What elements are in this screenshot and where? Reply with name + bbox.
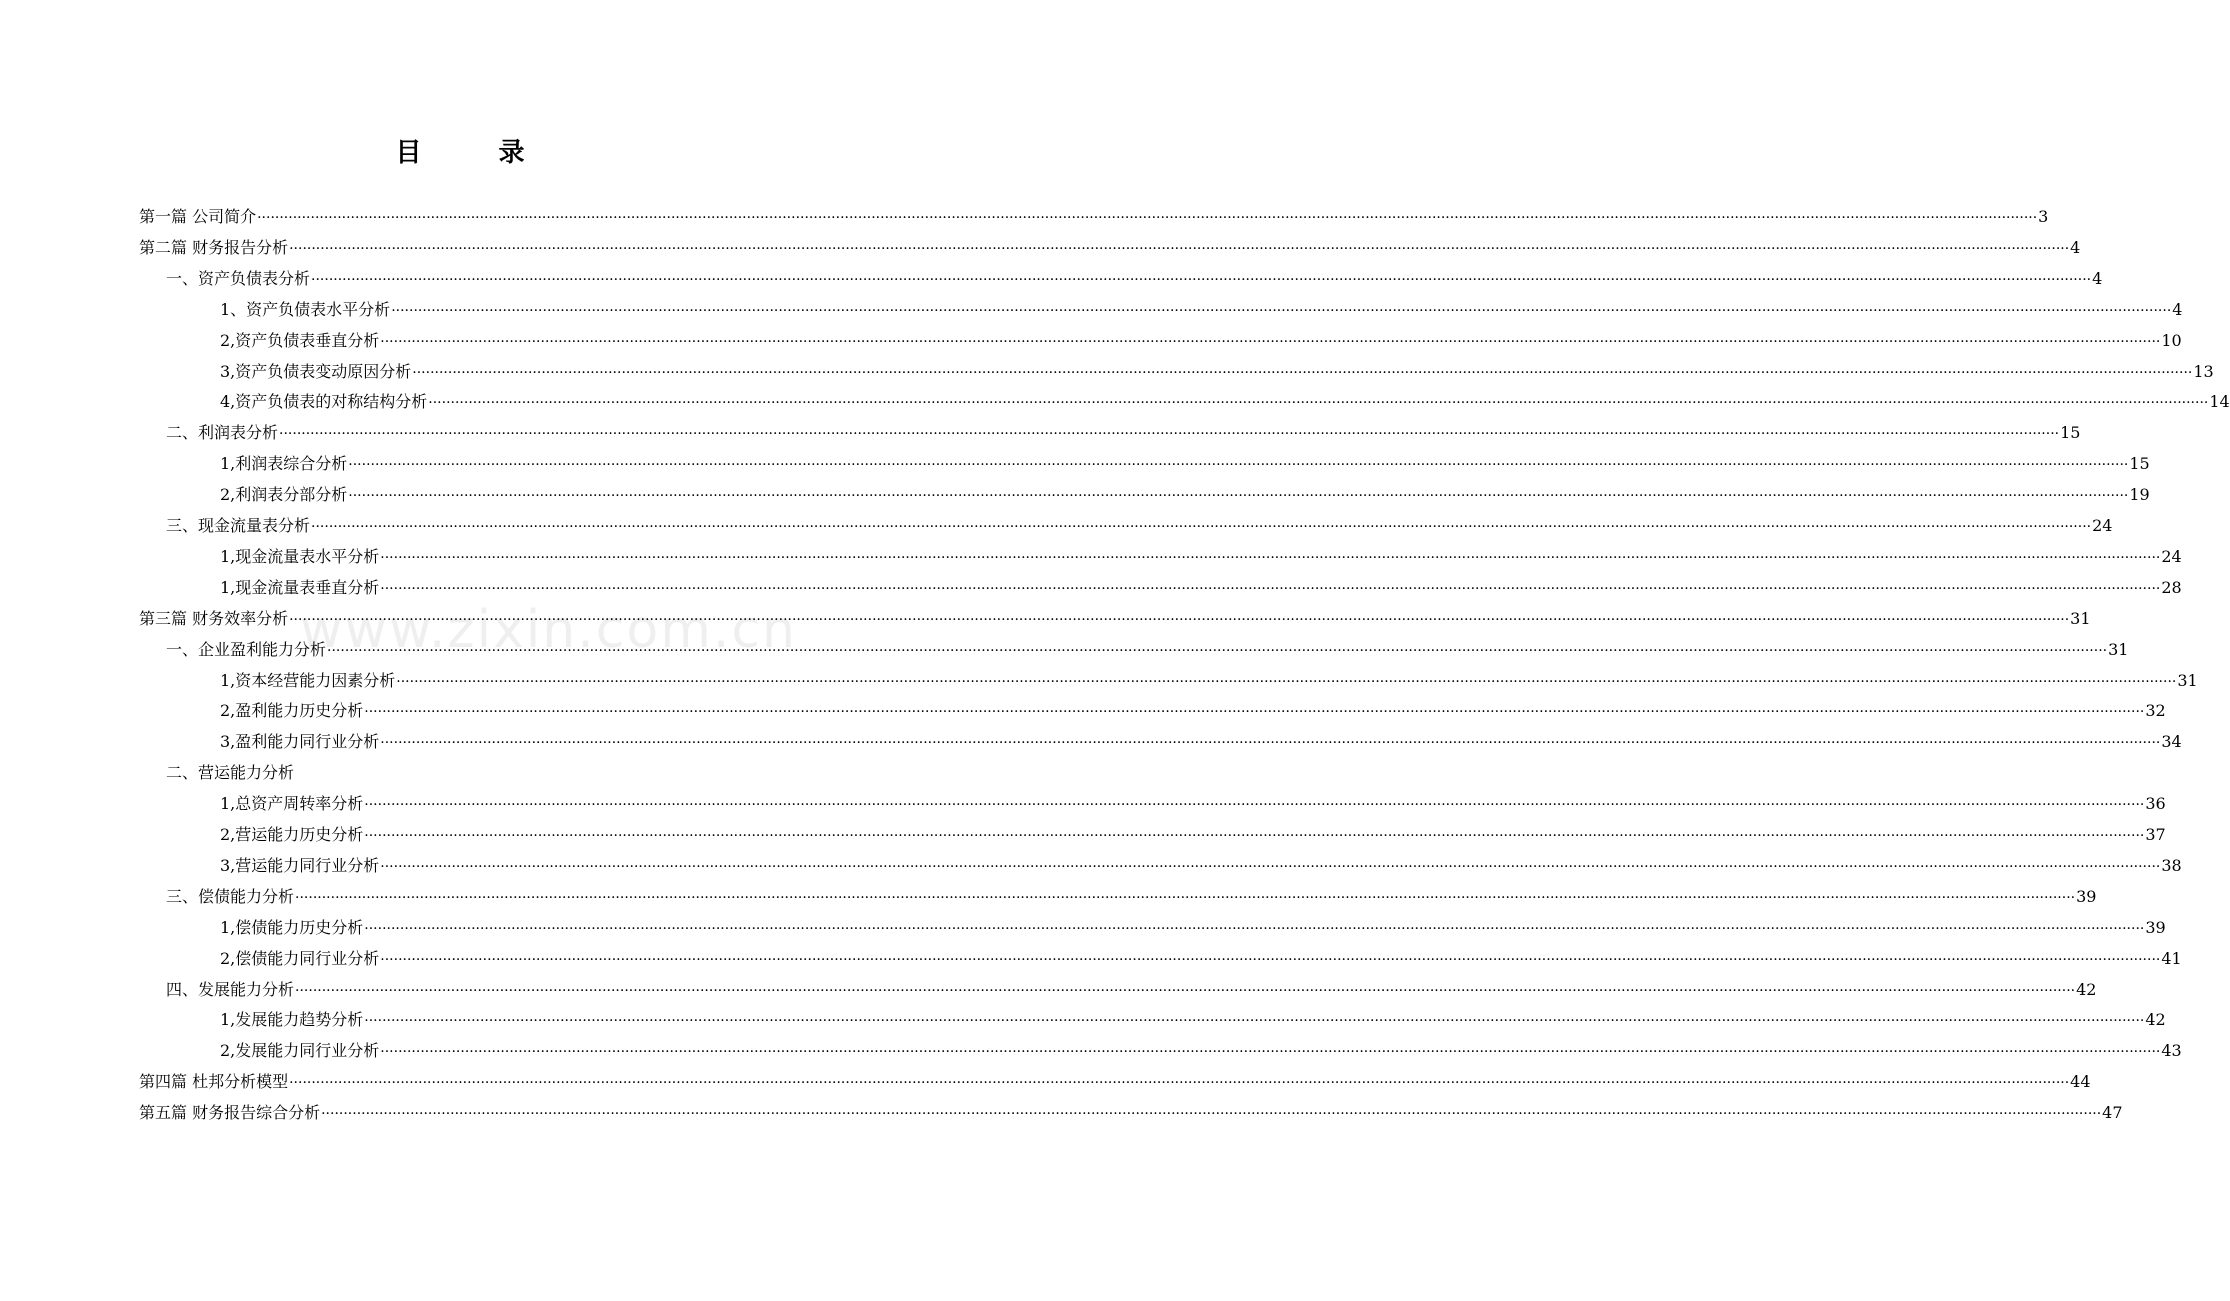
toc-entry[interactable] (166, 264, 2103, 294)
toc-leader-dots: ················································································································································································································································································································································································································ (311, 519, 2092, 535)
toc-entry-label: 1,发展能力趋势分析 (220, 1010, 364, 1030)
page-title: 目 录 (395, 138, 559, 168)
toc-entry[interactable] (166, 882, 2097, 912)
toc-leader-dots: ················································································································································································································································································································································································································ (380, 858, 2161, 875)
toc-entry[interactable] (220, 326, 2182, 356)
toc-leader-dots: ················································································································································································································································································································································································································ (348, 457, 2129, 474)
toc-entry[interactable] (166, 635, 2129, 665)
toc-entry-label: 三、现金流量表分析 (166, 516, 311, 535)
toc-leader-dots: ················································································································································································································································································································································································································ (295, 982, 2076, 999)
toc-entry[interactable] (220, 727, 2182, 757)
toc-page-number: 4 (2070, 237, 2081, 257)
toc-entry-label: 1、资产负债表水平分析 (220, 299, 391, 319)
toc-entry[interactable] (220, 357, 2214, 387)
toc-page-number: 34 (2161, 732, 2182, 752)
toc-entry-label: 第一篇 公司简介 (139, 207, 257, 226)
toc-page-number: 43 (2161, 1041, 2182, 1061)
toc-entry[interactable] (166, 758, 782, 788)
toc-entry[interactable] (220, 820, 2166, 850)
toc-page-number: 38 (2161, 855, 2182, 875)
toc-page-number: 32 (2145, 701, 2166, 721)
toc-entry[interactable] (139, 202, 2049, 232)
toc-leader-dots: ················································································································································································································································································································································································································ (327, 642, 2108, 659)
toc-entry[interactable] (220, 573, 2182, 603)
toc-entry-label: 二、利润表分析 (166, 423, 279, 443)
toc-leader-dots: ················································································································································································································································································································································································································ (380, 735, 2161, 752)
toc-entry-label: 3,资产负债表变动原因分析 (220, 361, 412, 381)
toc-entry-label: 2,利润表分部分析 (220, 485, 348, 505)
toc-entry[interactable] (220, 851, 2182, 881)
toc-leader-dots: ················································································································································································································································································································································································································ (396, 673, 2177, 690)
toc-entry-label: 第二篇 财务报告分析 (139, 237, 289, 257)
toc-entry-label: 四、发展能力分析 (166, 979, 295, 999)
toc-page-number: 13 (2193, 361, 2214, 381)
toc-leader-dots: ················································································································································································································································································································································································································ (412, 364, 2193, 381)
toc-leader-dots: ················································································································································································································································································································································································································ (289, 1075, 2070, 1092)
toc-entry-label: 二、营运能力分析 (166, 763, 295, 783)
toc-entry[interactable] (139, 1098, 2123, 1128)
toc-entry-label: 2,发展能力同行业分析 (220, 1041, 380, 1061)
toc-entry[interactable] (166, 511, 2113, 541)
toc-page-number: 10 (2161, 330, 2182, 350)
toc-page-number: 42 (2076, 979, 2097, 999)
toc-entry-label: 第四篇 杜邦分析模型 (139, 1072, 289, 1092)
toc-page-number: 36 (2145, 794, 2166, 814)
toc-leader-dots: ················································································································································································································································································································································································································ (380, 333, 2161, 350)
toc-entry[interactable] (220, 1036, 2182, 1066)
toc-entry-label: 2,营运能力历史分析 (220, 825, 364, 844)
toc-entry-label: 2,偿债能力同行业分析 (220, 948, 380, 968)
toc-leader-dots: ················································································································································································································································································································································································································ (311, 271, 2092, 288)
toc-entry[interactable] (220, 666, 2198, 696)
toc-entry[interactable] (220, 913, 2166, 943)
toc-leader-dots: ················································································································································································································································································································································································································ (391, 302, 2172, 319)
toc-leader-dots: ················································································································································································································································································································································································································ (257, 210, 2038, 226)
toc-entry-label: 1,总资产周转率分析 (220, 794, 364, 814)
toc-page-number: 14 (2209, 392, 2230, 412)
toc-entry[interactable] (139, 1067, 2091, 1097)
toc-entry[interactable] (220, 944, 2182, 974)
toc-entry[interactable] (166, 975, 2097, 1005)
toc-entry[interactable] (220, 542, 2182, 572)
toc-entry[interactable] (220, 696, 2166, 726)
toc-page-number: 28 (2161, 577, 2182, 597)
toc-page-number: 24 (2161, 546, 2182, 566)
toc-leader-dots: ················································································································································································································································································································································································································ (364, 1013, 2145, 1030)
toc-leader-dots: ················································································································································································································································································································································································································ (289, 611, 2070, 628)
toc-leader-dots: ················································································································································································································································································································································································································ (295, 889, 2076, 906)
toc-page-number: 19 (2129, 485, 2150, 505)
toc-entry-label: 1,现金流量表垂直分析 (220, 577, 380, 597)
toc-entry-label: 三、偿债能力分析 (166, 886, 295, 906)
toc-entry[interactable] (220, 295, 2183, 325)
toc-page-number: 39 (2145, 917, 2166, 937)
toc-entry-label: 4,资产负债表的对称结构分析 (220, 392, 428, 412)
toc-entry-label: 第三篇 财务效率分析 (139, 608, 289, 628)
toc-entry-label: 一、企业盈利能力分析 (166, 639, 327, 659)
toc-entry[interactable] (220, 387, 2230, 417)
toc-entry-label: 1,现金流量表水平分析 (220, 546, 380, 566)
toc-entry-label: 1,偿债能力历史分析 (220, 917, 364, 937)
toc-leader-dots: ················································································································································································································································································································································································································ (289, 240, 2070, 257)
toc-page-number: 4 (2092, 268, 2103, 288)
toc-page-number: 44 (2070, 1072, 2091, 1092)
toc-entry-label: 3,盈利能力同行业分析 (220, 732, 380, 752)
toc-page-number: 31 (2108, 639, 2129, 659)
toc-entry-label: 一、资产负债表分析 (166, 268, 311, 288)
toc-leader-dots: ················································································································································································································································································································································································································ (348, 488, 2129, 505)
toc-page-number: 15 (2060, 423, 2081, 443)
toc-page-number: 47 (2102, 1103, 2123, 1123)
toc-page-number: 39 (2076, 886, 2097, 906)
toc-entry[interactable] (166, 418, 2081, 448)
toc-entry-label: 3,营运能力同行业分析 (220, 855, 380, 875)
toc-leader-dots: ················································································································································································································································································································································································································ (380, 951, 2161, 968)
toc-entry[interactable] (220, 480, 2150, 510)
toc-page-number: 4 (2172, 299, 2183, 319)
toc-entry[interactable] (220, 1005, 2166, 1035)
toc-entry-label: 第五篇 财务报告综合分析 (139, 1103, 321, 1123)
watermark: www.zixin.com.cn (300, 600, 797, 660)
toc-leader-dots: ················································································································································································································································································································································································································ (380, 580, 2161, 597)
toc-page-number: 24 (2092, 516, 2113, 535)
toc-page-number: 37 (2145, 825, 2166, 844)
toc-leader-dots: ················································································································································································································································································································································································································ (428, 395, 2209, 412)
toc-leader-dots: ················································································································································································································································································································································································································ (364, 920, 2145, 937)
toc-page-number: 31 (2177, 670, 2198, 690)
toc-leader-dots: ················································································································································································································································································································································································································ (321, 1106, 2102, 1123)
toc-page-number: 15 (2129, 454, 2150, 474)
toc-entry-label: 1,利润表综合分析 (220, 454, 348, 474)
toc-page-number: 41 (2161, 948, 2182, 968)
toc-page-number: 3 (2038, 207, 2049, 226)
toc-leader-dots: ················································································································································································································································································································································································································ (380, 549, 2161, 566)
toc-entry[interactable] (220, 449, 2150, 479)
toc-entry[interactable] (220, 789, 2166, 819)
toc-leader-dots: ················································································································································································································································································································································································································ (364, 828, 2145, 844)
toc-entry-label: 2,资产负债表垂直分析 (220, 330, 380, 350)
toc-page-number: 31 (2070, 608, 2091, 628)
toc-leader-dots: ················································································································································································································································································································································································································ (380, 1044, 2161, 1061)
toc-entry[interactable] (139, 233, 2081, 263)
toc-entry-label: 1,资本经营能力因素分析 (220, 670, 396, 690)
toc-leader-dots: ················································································································································································································································································································································································································ (364, 704, 2145, 721)
toc-leader-dots: ················································································································································································································································································································································································································ (364, 797, 2145, 814)
toc-leader-dots: ················································································································································································································································································································································································································ (279, 426, 2060, 443)
toc-entry-label: 2,盈利能力历史分析 (220, 701, 364, 721)
toc-page-number: 42 (2145, 1010, 2166, 1030)
